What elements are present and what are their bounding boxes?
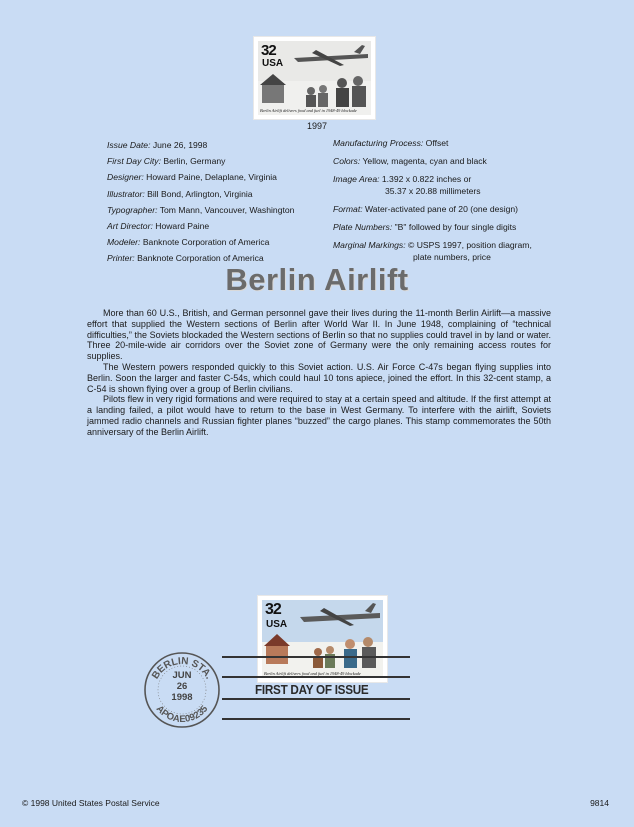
stamp-denomination: 32 [265,601,281,618]
stamp-denomination: 32 [261,42,276,59]
spec-label: First Day City: [107,156,161,167]
spec-label: Typographer: [107,204,158,215]
spec-typographer [107,202,294,218]
cancel-line [222,698,410,700]
spec-value: Bill Bond, Arlington, Virginia [147,188,253,199]
spec-value: Tom Mann, Vancouver, Washington [159,204,295,215]
spec-value: Banknote Corporation of America [142,237,270,248]
spec-format [333,203,532,215]
stamp-caption: Berlin Airlift delivers food and fuel in 1948-49 blockade [264,671,361,676]
cancel-line [222,718,410,720]
stamp-country: USA [266,619,288,630]
spec-art-director [107,218,294,234]
postmark-date [142,670,222,703]
issue-year: 1997 [306,121,328,131]
spec-value: Yellow, magenta, cyan and black [362,156,487,166]
spec-value: Offset [425,138,449,148]
spec-plate-numbers [333,221,532,233]
spec-label: Plate Numbers: [333,222,393,232]
spec-value: Banknote Corporation of America [137,253,264,264]
spec-first-day-city [107,153,294,169]
spec-value: Howard Paine, Delaplane, Virginia [146,172,277,183]
spec-label: Art Director: [107,221,153,232]
paragraph: The Western powers responded quickly to this Soviet action. U.S. Air Force C-47s began flying supplies into Berlin. Soon the larger and faster C-54s, which could haul 10 tons apiece, joined the effort. In this 32-cent stamp, a C-54 is shown flying over a group of Berlin civilians. [87,361,551,394]
footer-copyright: © 1998 United States Postal Service [22,798,160,808]
spec-label: Marginal Markings: [333,240,406,250]
spec-value: Water-activated pane of 20 (one design) [365,204,519,214]
spec-manufacturing-process [333,137,532,149]
postmark-top-text: BERLIN STA. [150,655,215,682]
spec-value: "B" followed by four single digits [394,222,517,232]
spec-value: June 26, 1998 [152,140,208,150]
spec-label: Format: [333,204,363,214]
cancel-line [222,656,410,658]
specs-right-column [333,137,532,269]
stamp-country: USA [262,58,284,69]
spec-label: Illustrator: [107,188,145,199]
spec-illustrator [107,186,294,202]
page-title: Berlin Airlift [225,262,409,297]
spec-value-continued: plate numbers, price [413,252,491,262]
footer-code: 9814 [590,798,609,808]
spec-label: Modeler: [107,237,141,248]
postmark-bottom-text: APOAE09235 [153,703,211,726]
paragraph: More than 60 U.S., British, and German personnel gave their lives during the 11-month Berlin Airlift—a massive effort that supplied the Western sections of Berlin after World War II. In June 1948, complaining of “technical difficulties,” the Soviets blockaded the Western sections of Berlin so that no supplies could travel in by land or water. Three 20-mile-wide air corridors over the Soviet zone of Germany were the only remaining access routes for supplies. [87,308,551,362]
spec-modeler [107,234,294,250]
paragraph: Pilots flew in very rigid formations and were required to stay at a certain speed and altitude. If the first attempt at a landing failed, a pilot would have to return to the base in West Germany. To interfere with the airlift, Soviets jammed radio channels and Russian fighter planes “buzzed” the cargo planes. This stamp commemorates the 50th anniversary of the Berlin Airlift. [87,394,551,437]
spec-image-area [333,173,532,197]
first-day-of-issue-label: FIRST DAY OF ISSUE [255,682,369,697]
spec-value: 1.392 x 0.822 inches or [381,174,472,184]
postmark-day: 26 [176,681,188,692]
spec-label: Image Area: [333,174,380,184]
postmark-year: 1998 [171,692,193,703]
stamp-caption: Berlin Airlift delivers food and fuel in 1948-49 blockade [260,108,357,113]
spec-label: Colors: [333,156,361,166]
spec-colors [333,155,532,167]
spec-issue-date [107,137,294,153]
article-body [87,308,551,438]
specs-left-column [107,137,294,267]
spec-value-continued: 35.37 x 20.88 millimeters [385,186,481,196]
spec-value: © USPS 1997, position diagram, [407,240,532,250]
spec-label: Printer: [107,253,135,264]
cancel-line [222,676,410,678]
spec-label: Manufacturing Process: [333,138,424,148]
spec-label: Designer: [107,172,144,183]
spec-label: Issue Date: [107,140,151,150]
stamp-image-small [254,37,375,119]
spec-value: Howard Paine [155,221,210,232]
spec-value: Berlin, Germany [163,156,226,167]
postmark-month: JUN [172,670,192,681]
spec-marginal-markings [333,239,532,263]
spec-designer [107,169,294,185]
